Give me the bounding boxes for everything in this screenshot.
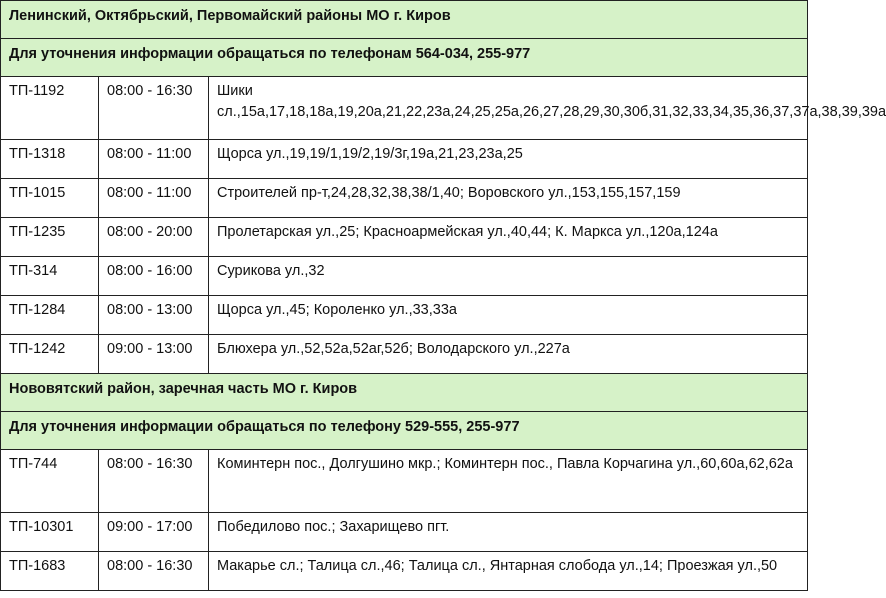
address-cell: Пролетарская ул.,25; Красноармейская ул.,40,44; К. Маркса ул.,120а,124а — [209, 218, 808, 257]
substation-cell: ТП-1235 — [1, 218, 99, 257]
substation-cell: ТП-1192 — [1, 77, 99, 140]
table-row — [1, 335, 808, 374]
substation-cell: ТП-1318 — [1, 140, 99, 179]
substation-cell: ТП-1284 — [1, 296, 99, 335]
address-cell: Щорса ул.,19,19/1,19/2,19/3г,19а,21,23,23а,25 — [209, 140, 808, 179]
section-contact-row — [1, 39, 808, 77]
address-cell: Строителей пр-т,24,28,32,38,38/1,40; Воровского ул.,153,155,157,159 — [209, 179, 808, 218]
address-cell: Победилово пос.; Захарищево пгт. — [209, 513, 808, 552]
table-row — [1, 296, 808, 335]
substation-cell: ТП-1015 — [1, 179, 99, 218]
time-cell: 08:00 - 16:30 — [99, 77, 209, 140]
address-cell: Коминтерн пос., Долгушино мкр.; Коминтерн пос., Павла Корчагина ул.,60,60а,62,62а — [209, 450, 808, 513]
time-cell: 08:00 - 11:00 — [99, 179, 209, 218]
substation-cell: ТП-1242 — [1, 335, 99, 374]
time-cell: 08:00 - 16:30 — [99, 450, 209, 513]
substation-cell: ТП-1683 — [1, 552, 99, 591]
section-header-row — [1, 374, 808, 412]
address-cell: Шики сл.,15а,17,18,18а,19,20а,21,22,23а,24,25,25а,26,27,28,29,30,30б,31,32,33,34,35,36,37,37а,38,39,39а — [209, 77, 808, 140]
table-row — [1, 450, 808, 513]
time-cell: 08:00 - 11:00 — [99, 140, 209, 179]
table-row — [1, 257, 808, 296]
section-title: Нововятский район, заречная часть МО г. Киров — [1, 374, 808, 412]
section-contact: Для уточнения информации обращаться по телефонам 564-034, 255-977 — [1, 39, 808, 77]
substation-cell: ТП-10301 — [1, 513, 99, 552]
table-row — [1, 513, 808, 552]
time-cell: 08:00 - 13:00 — [99, 296, 209, 335]
address-cell: Макарье сл.; Талица сл.,46; Талица сл., Янтарная слобода ул.,14; Проезжая ул.,50 — [209, 552, 808, 591]
section-contact-row — [1, 412, 808, 450]
table-row — [1, 218, 808, 257]
time-cell: 08:00 - 16:30 — [99, 552, 209, 591]
time-cell: 08:00 - 20:00 — [99, 218, 209, 257]
table-row — [1, 77, 808, 140]
address-cell: Щорса ул.,45; Короленко ул.,33,33а — [209, 296, 808, 335]
table-row — [1, 140, 808, 179]
table-row — [1, 179, 808, 218]
address-cell: Блюхера ул.,52,52а,52аг,52б; Володарского ул.,227а — [209, 335, 808, 374]
section-header-row — [1, 1, 808, 39]
table-row — [1, 552, 808, 591]
substation-cell: ТП-744 — [1, 450, 99, 513]
address-cell: Сурикова ул.,32 — [209, 257, 808, 296]
time-cell: 09:00 - 17:00 — [99, 513, 209, 552]
time-cell: 09:00 - 13:00 — [99, 335, 209, 374]
section-contact: Для уточнения информации обращаться по телефону 529-555, 255-977 — [1, 412, 808, 450]
section-title: Ленинский, Октябрьский, Первомайский районы МО г. Киров — [1, 1, 808, 39]
substation-cell: ТП-314 — [1, 257, 99, 296]
time-cell: 08:00 - 16:00 — [99, 257, 209, 296]
